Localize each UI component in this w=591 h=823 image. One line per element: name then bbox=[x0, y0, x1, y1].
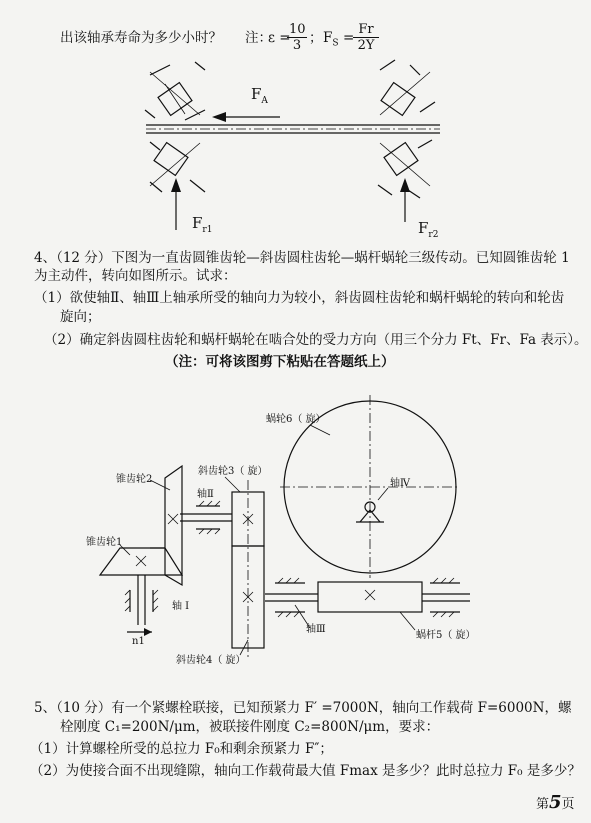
fs-letter: F bbox=[323, 30, 333, 46]
worm5-label: 蜗杆5（ 旋） bbox=[416, 630, 476, 641]
fr2-subscript: r2 bbox=[428, 230, 439, 240]
worm5-leader bbox=[400, 612, 415, 630]
bevel2-body bbox=[165, 466, 182, 585]
epsilon-numerator: 10 bbox=[289, 22, 306, 37]
shaft1-label: 轴 I bbox=[172, 601, 190, 612]
shaft4-leader bbox=[378, 488, 388, 500]
fa-letter: F bbox=[251, 85, 262, 103]
fs-equals: = bbox=[343, 30, 355, 46]
helical3-leader bbox=[225, 477, 240, 492]
bevel2-leader bbox=[150, 480, 170, 490]
separator: ； bbox=[309, 30, 323, 46]
fs-numerator: Fr bbox=[353, 22, 379, 38]
helical3-label: 斜齿轮3（ 旋） bbox=[198, 466, 268, 477]
q4-line1: 4、（12 分）下图为一直齿圆锥齿轮—斜齿圆柱齿轮—蜗杆蜗轮三级传动。已知圆锥齿轮 1 bbox=[34, 250, 570, 266]
epsilon-denominator: 3 bbox=[292, 38, 302, 53]
fr1-letter: F bbox=[192, 214, 203, 232]
worm5-body bbox=[318, 582, 422, 612]
epsilon-symbol: ε = bbox=[268, 30, 291, 46]
worm-wheel-leader bbox=[310, 425, 330, 435]
page-prefix: 第 bbox=[536, 797, 550, 812]
page-suffix: 页 bbox=[561, 797, 575, 812]
page-number-value: 5 bbox=[549, 792, 562, 813]
q4-item2: （2）确定斜齿圆柱齿轮和蜗杆蜗轮在啮合处的受力方向（用三个分力 Ft、Fr、Fa 表示）。 bbox=[44, 332, 588, 348]
worm-wheel-label: 蜗轮6（ 旋） bbox=[266, 414, 326, 425]
page-number bbox=[536, 792, 575, 813]
shaft4-label: 轴Ⅳ bbox=[390, 478, 410, 489]
q5-item1: （1）计算螺栓所受的总拉力 F₀和剩余预紧力 F″； bbox=[30, 741, 333, 757]
helical4-label: 斜齿轮4（ 旋） bbox=[176, 655, 246, 666]
n1-arrow-head bbox=[144, 628, 152, 636]
fa-subscript: A bbox=[261, 96, 268, 106]
fr2-letter: F bbox=[418, 219, 429, 237]
q4-item1a: （1）欲使轴Ⅱ、轴Ⅲ上轴承所受的轴向力为较小，斜齿圆柱齿轮和蜗杆蜗轮的转向和轮齿 bbox=[34, 290, 565, 306]
shaft3-hatching bbox=[278, 578, 454, 617]
bevel2-label: 锥齿轮2 bbox=[116, 474, 153, 485]
bevel1-label: 锥齿轮1 bbox=[86, 537, 123, 548]
shaft2-label: 轴Ⅱ bbox=[197, 489, 214, 500]
q5-item2: （2）为使接合面不出现缝隙，轴向工作载荷最大值 Fmax 是多少？此时总拉力 F₀ 是多少？ bbox=[30, 763, 581, 779]
fs-subscript: S bbox=[332, 38, 339, 49]
q4-note: （注：可将该图剪下粘贴在答题纸上） bbox=[165, 354, 395, 370]
question-tail: 出该轴承寿命为多少小时？ bbox=[60, 30, 222, 46]
n1-label: n1 bbox=[132, 636, 145, 647]
q5-line1: 5、（10 分）有一个紧螺栓联接，已知预紧力 F′ =7000N，轴向工作载荷 F=6000N，螺 bbox=[34, 700, 572, 716]
fr1-subscript: r1 bbox=[202, 225, 213, 235]
fs-denominator: 2Y bbox=[357, 38, 375, 53]
q4-item1b: 旋向； bbox=[60, 309, 101, 325]
q4-line2: 为主动件，转向如图所示。试求： bbox=[34, 268, 237, 284]
note-prefix: 注： bbox=[245, 30, 272, 46]
shaft3-label: 轴Ⅲ bbox=[306, 624, 326, 635]
q5-line2: 栓刚度 C₁=200N/μm，被联接件刚度 C₂=800N/μm，要求： bbox=[60, 719, 440, 735]
